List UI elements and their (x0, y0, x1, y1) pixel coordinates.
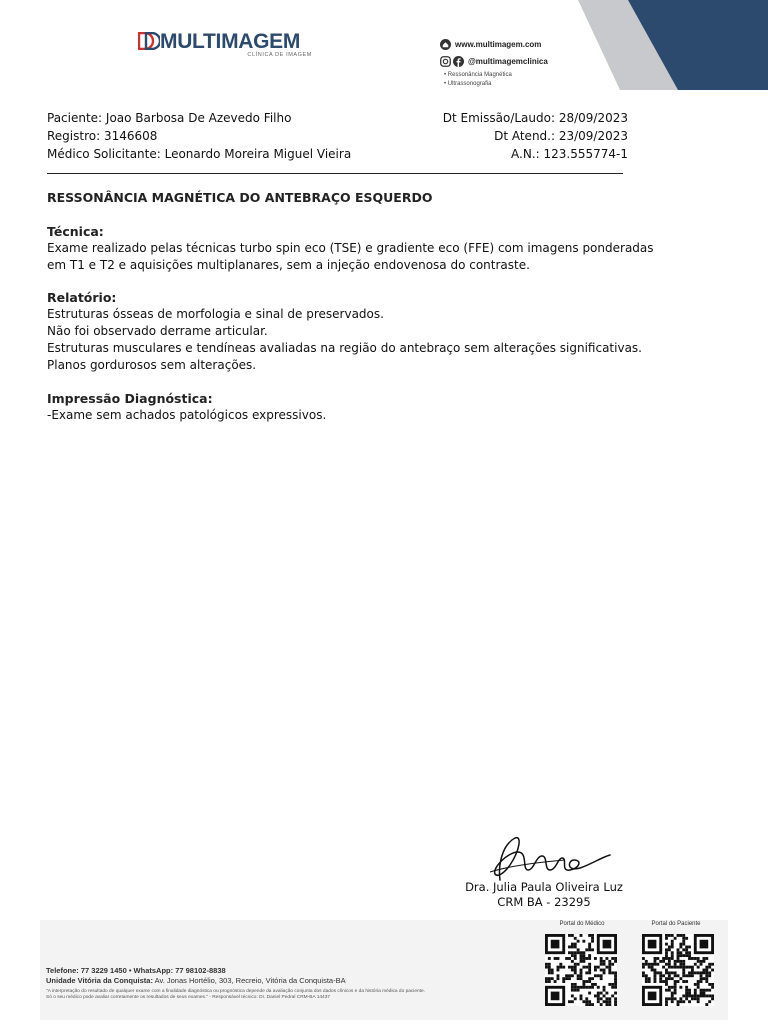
clinic-logo (138, 30, 328, 64)
signature-block (459, 880, 629, 910)
disclaimer-line: Só o seu médico pode avaliar corretamente os resultados de seus exames." - Responsável técnico: Dr. Daniel Pedral CRM-BA 14437 (46, 995, 331, 1000)
accession-number: A.N.: 123.555774-1 (511, 147, 628, 161)
impression-line: -Exame sem achados patológicos expressivos. (47, 408, 327, 422)
footer-unit-label: Unidade Vitória da Conquista: (46, 976, 153, 985)
header-contact (440, 36, 548, 70)
portal-medico-label: Portal do Médico (559, 921, 605, 927)
attendance-date: Dt Atend.: 23/09/2023 (494, 129, 628, 143)
disclaimer-line: "A interpretação do resultado de qualquer exame com a finalidade diagnóstica ou prognóstica depende da avaliação conjunta dos dados clínicos e da história médica do paciente. (46, 989, 426, 994)
technique-heading: Técnica: (47, 224, 104, 239)
facebook-icon (453, 56, 464, 67)
patient-info-right (443, 109, 628, 163)
report-line: Estruturas musculares e tendíneas avaliadas na região do antebraço sem alterações significativas. (47, 341, 642, 355)
patient-name: Paciente: Joao Barbosa De Azevedo Filho (47, 111, 292, 125)
technique-line: Exame realizado pelas técnicas turbo spin eco (TSE) e gradiente eco (FFE) com imagens ponderadas (47, 241, 654, 255)
home-icon (440, 39, 451, 50)
qr-code-patient-portal[interactable] (641, 934, 715, 1006)
service-item: • Ultrassonografia (444, 81, 492, 87)
website-row[interactable] (440, 36, 548, 53)
logo-subtitle: CLÍNICA DE IMAGEM (247, 52, 312, 58)
exam-title: RESSONÂNCIA MAGNÉTICA DO ANTEBRAÇO ESQUERDO (47, 190, 433, 205)
logo-mark-icon (138, 32, 160, 50)
services-list (444, 71, 512, 89)
social-row[interactable] (440, 53, 548, 70)
physician-name: Dra. Julia Paula Oliveira Luz (465, 880, 623, 894)
qr-code-doctor-portal[interactable] (544, 934, 618, 1006)
technique-section (47, 223, 717, 274)
report-heading: Relatório: (47, 290, 117, 305)
footer-disclaimer (46, 989, 425, 1001)
instagram-icon (440, 56, 451, 67)
technique-line: em T1 e T2 e aquisições multiplanares, sem a injeção endovenosa do contraste. (47, 258, 530, 272)
header-corner-decoration (568, 0, 768, 90)
impression-section (47, 390, 717, 424)
physician-crm: CRM BA - 23295 (497, 895, 591, 909)
social-handle[interactable]: @multimagemclinica (468, 57, 548, 66)
impression-heading: Impressão Diagnóstica: (47, 391, 213, 406)
footer-unit-address: Av. Jonas Hortélio, 303, Recreio, Vitória da Conquista-BA (152, 976, 346, 985)
requesting-physician: Médico Solicitante: Leonardo Moreira Miguel Vieira (47, 147, 352, 161)
logo-name: MULTIMAGEM (160, 30, 301, 53)
registration-number: Registro: 3146608 (47, 129, 158, 143)
footer-phone: Telefone: 77 3229 1450 • WhatsApp: 77 98102-8838 (46, 966, 226, 975)
issue-date: Dt Emissão/Laudo: 28/09/2023 (442, 111, 628, 125)
report-line: Não foi observado derrame articular. (47, 324, 268, 338)
report-section (47, 289, 717, 374)
footer-address (46, 976, 346, 985)
report-line: Estruturas ósseas de morfologia e sinal de preservados. (47, 307, 384, 321)
service-item: • Ressonância Magnética (444, 72, 512, 78)
header-divider (47, 173, 623, 174)
website-link[interactable]: www.multimagem.com (455, 40, 542, 49)
patient-info-left (47, 109, 351, 163)
portal-paciente-label: Portal do Paciente (651, 921, 701, 927)
report-line: Planos gordurosos sem alterações. (47, 358, 257, 372)
